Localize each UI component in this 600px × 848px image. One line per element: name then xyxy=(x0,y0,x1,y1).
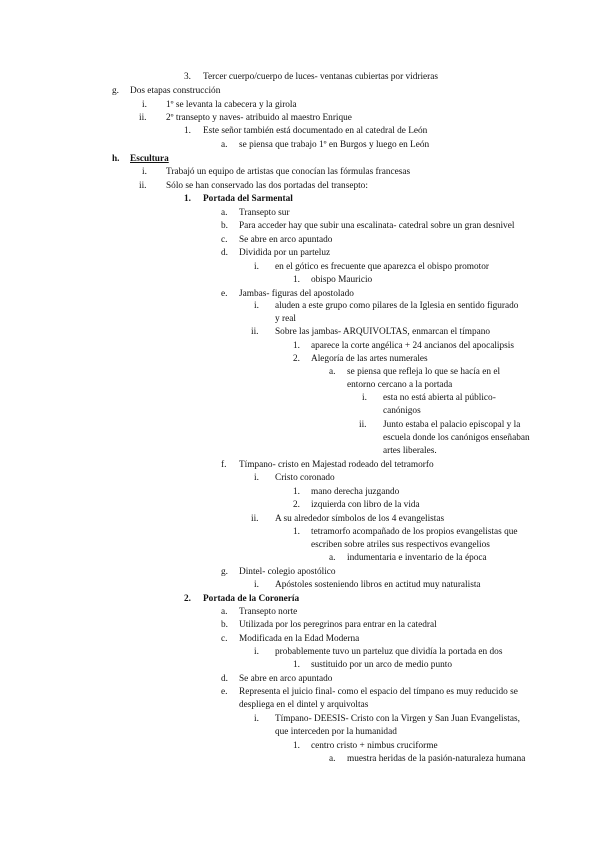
list-text: Sobre las jambas- ARQUIVOLTAS, enmarcan el tímpano xyxy=(275,327,491,337)
list-text: Modificada en la Edad Moderna xyxy=(239,634,360,644)
list-text: mano derecha juzgando xyxy=(311,487,400,497)
list-marker: c. xyxy=(221,235,228,245)
list-marker: ii. xyxy=(359,420,367,430)
list-marker: ii. xyxy=(139,181,147,191)
section-heading: Escultura xyxy=(130,154,169,164)
list-marker: i. xyxy=(254,301,259,311)
list-marker: 3. xyxy=(184,72,191,82)
list-marker: ii. xyxy=(251,327,259,337)
list-text: Sólo se han conservado las dos portadas del transepto: xyxy=(166,181,368,191)
list-text: Utilizada por los peregrinos para entrar en la catedral xyxy=(239,620,437,630)
list-marker: 1. xyxy=(184,126,191,136)
list-text: en el gótico es frecuente que aparezca el obispo promotor xyxy=(275,262,489,272)
list-marker: b. xyxy=(221,221,228,231)
list-text: Tímpano- DEESIS- Cristo con la Virgen y San Juan Evangelistas, xyxy=(275,714,520,724)
list-text: Representa el juicio final- como el espacio del tímpano es muy reducido se xyxy=(239,687,518,697)
list-marker: 1. xyxy=(293,341,300,351)
list-text: se piensa que refleja lo que se hacía en el xyxy=(347,367,501,377)
list-marker: c. xyxy=(221,634,228,644)
list-marker: h. xyxy=(112,154,120,164)
list-text: 2º transepto y naves- atribuido al maestro Enrique xyxy=(166,113,352,123)
list-marker: a. xyxy=(221,607,228,617)
list-marker: a. xyxy=(329,553,336,563)
list-text: obispo Mauricio xyxy=(311,275,373,285)
list-text: 1º se levanta la cabecera y la girola xyxy=(166,100,297,110)
list-text: Junto estaba el palacio episcopal y la xyxy=(383,420,521,430)
list-text-continuation: canónigos xyxy=(383,406,421,416)
list-text: Este señor también está documentado en al catedral de León xyxy=(203,126,428,136)
list-text: probablemente tuvo un parteluz que dividía la portada en dos xyxy=(275,647,503,657)
list-text: Dos etapas construcción xyxy=(130,86,221,96)
list-text-continuation: despliega en el dintel y arquivoltas xyxy=(239,700,369,710)
list-marker: a. xyxy=(221,208,228,218)
list-marker: f. xyxy=(221,460,227,470)
list-marker: e. xyxy=(221,687,228,697)
list-text: Se abre en arco apuntado xyxy=(239,674,333,684)
list-text: A su alrededor símbolos de los 4 evangelistas xyxy=(275,514,445,524)
list-marker: i. xyxy=(254,473,259,483)
list-marker: 1. xyxy=(293,527,300,537)
list-marker: 1. xyxy=(184,194,191,204)
list-marker: 1. xyxy=(293,660,300,670)
list-marker: i. xyxy=(362,393,367,403)
list-marker: ii. xyxy=(251,514,259,524)
list-marker: 1. xyxy=(293,487,300,497)
list-text: Dividida por un parteluz xyxy=(239,248,331,258)
list-marker: a. xyxy=(329,754,336,764)
list-text-continuation: y real xyxy=(275,314,296,324)
list-text-continuation: entorno cercano a la portada xyxy=(347,380,453,390)
subsection-heading: Portada del Sarmental xyxy=(203,194,293,204)
subsection-heading: Portada de la Coronería xyxy=(203,594,300,604)
list-text: aluden a este grupo como pilares de la Iglesia en sentido figurado xyxy=(275,301,519,311)
list-text: Alegoría de las artes numerales xyxy=(311,354,428,364)
list-text-continuation: que interceden por la humanidad xyxy=(275,727,397,737)
list-marker: e. xyxy=(221,289,228,299)
list-text: Cristo coronado xyxy=(275,473,335,483)
list-text: Transepto norte xyxy=(239,607,298,617)
list-marker: 2. xyxy=(184,594,191,604)
list-marker: d. xyxy=(221,248,228,258)
list-text: se piensa que trabajo 1º en Burgos y luego en León xyxy=(239,140,430,150)
list-text: sustituido por un arco de medio punto xyxy=(311,660,452,670)
list-marker: 2. xyxy=(293,500,300,510)
list-marker: ii. xyxy=(139,113,147,123)
list-marker: i. xyxy=(142,167,147,177)
list-text: Para acceder hay que subir una escalinata- catedral sobre un gran desnivel xyxy=(239,221,515,231)
list-marker: b. xyxy=(221,620,228,630)
list-marker: 1. xyxy=(293,275,300,285)
list-text: Transepto sur xyxy=(239,208,290,218)
list-text: esta no está abierta al público- xyxy=(383,393,496,403)
list-text: Trabajó un equipo de artistas que conocían las fórmulas francesas xyxy=(166,167,411,177)
list-marker: i. xyxy=(254,714,259,724)
list-text: tetramorfo acompañado de los propios evangelistas que xyxy=(311,527,518,537)
list-text: Tímpano- cristo en Majestad rodeado del tetramorfo xyxy=(239,460,434,470)
list-text: Se abre en arco apuntado xyxy=(239,235,333,245)
list-marker: i. xyxy=(254,580,259,590)
list-marker: i. xyxy=(254,262,259,272)
list-text: Dintel- colegio apostólico xyxy=(239,567,336,577)
list-text: indumentaria e inventario de la época xyxy=(347,553,487,563)
list-text: centro cristo + nimbus cruciforme xyxy=(311,741,438,751)
list-marker: i. xyxy=(254,647,259,657)
list-text-continuation: escriben sobre atriles sus respectivos evangelios xyxy=(311,540,490,550)
list-marker: d. xyxy=(221,674,228,684)
list-text: Jambas- figuras del apostolado xyxy=(239,289,354,299)
list-marker: i. xyxy=(142,100,147,110)
list-text: aparece la corte angélica + 24 ancianos del apocalipsis xyxy=(311,341,514,351)
list-marker: 1. xyxy=(293,741,300,751)
list-marker: a. xyxy=(221,140,228,150)
list-marker: 2. xyxy=(293,354,300,364)
list-text: Tercer cuerpo/cuerpo de luces- ventanas cubiertas por vidrieras xyxy=(203,72,439,82)
list-text-continuation: artes liberales. xyxy=(383,446,437,456)
list-text: muestra heridas de la pasión-naturaleza humana xyxy=(347,754,526,764)
list-text-continuation: escuela donde los canónigos enseñaban xyxy=(383,433,530,443)
list-text: Apóstoles sosteniendo libros en actitud muy naturalista xyxy=(275,580,481,590)
list-marker: a. xyxy=(329,367,336,377)
list-text: izquierda con libro de la vida xyxy=(311,500,420,510)
list-marker: g. xyxy=(221,567,228,577)
list-marker: g. xyxy=(112,86,119,96)
